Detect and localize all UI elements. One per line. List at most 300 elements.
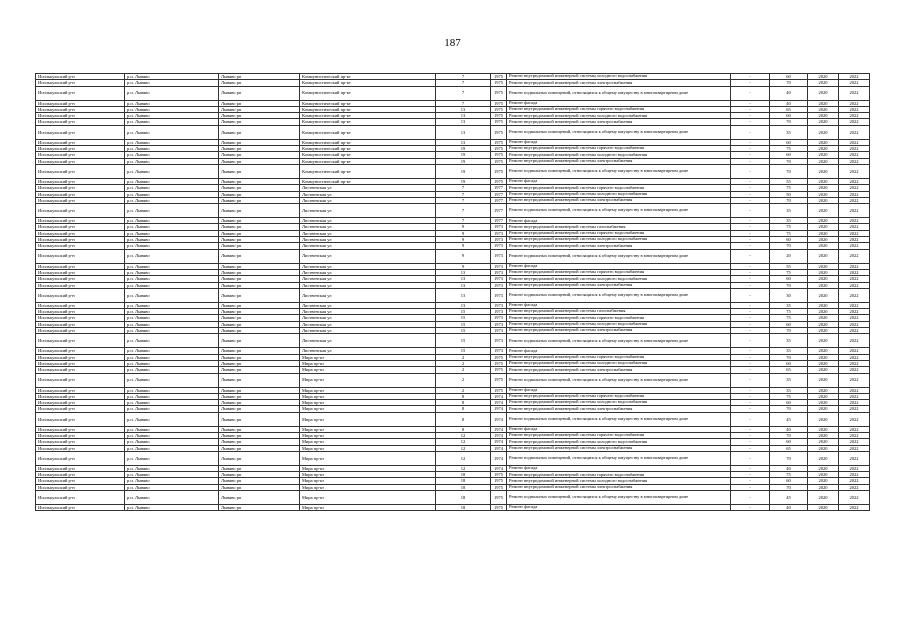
build-year-cell: 1973	[491, 243, 507, 249]
build-year-cell: 1974	[491, 451, 507, 465]
district-cell: Исилькульский р-н	[36, 445, 125, 451]
district-cell: Исилькульский р-н	[36, 106, 125, 112]
dash-cell: -	[731, 406, 770, 412]
table-row	[36, 505, 870, 511]
locality-cell: Лывяво рп	[219, 80, 300, 86]
start-year-cell: 2020	[808, 178, 839, 184]
street-cell: Мира пр-кт	[300, 393, 436, 399]
house-number-cell: 12	[436, 465, 491, 471]
locality-cell: Лывяво рп	[219, 491, 300, 505]
cost-cell: 75	[770, 185, 808, 191]
locality-cell: Лывяво рп	[219, 164, 300, 178]
house-number-cell: 7	[436, 218, 491, 224]
cost-cell: 60	[770, 237, 808, 243]
house-number-cell: 2	[436, 387, 491, 393]
start-year-cell: 2020	[808, 426, 839, 432]
start-year-cell: 2020	[808, 288, 839, 302]
settlement-cell: р.п. Лывяво	[125, 472, 219, 478]
cost-cell: 70	[770, 406, 808, 412]
dash-cell: -	[731, 146, 770, 152]
cost-cell: 40	[770, 426, 808, 432]
dash-cell: -	[731, 86, 770, 100]
start-year-cell: 2020	[808, 164, 839, 178]
dash-cell: -	[731, 315, 770, 321]
work-type-cell: Ремонт подвальных помещений, относящихся к общему имуществу в многоквартирном доме	[507, 204, 731, 218]
start-year-cell: 2020	[808, 269, 839, 275]
end-year-cell: 2022	[839, 472, 870, 478]
district-cell: Исилькульский р-н	[36, 249, 125, 263]
settlement-cell: р.п. Лывяво	[125, 400, 219, 406]
build-year-cell: 1973	[491, 282, 507, 288]
dash-cell: -	[731, 354, 770, 360]
cost-cell: 60	[770, 478, 808, 484]
dash-cell: -	[731, 288, 770, 302]
house-number-cell: 13	[436, 125, 491, 139]
district-cell: Исилькульский р-н	[36, 243, 125, 249]
end-year-cell: 2022	[839, 451, 870, 465]
end-year-cell: 2022	[839, 185, 870, 191]
house-number-cell: 9	[436, 263, 491, 269]
cost-cell: 70	[770, 158, 808, 164]
start-year-cell: 2020	[808, 465, 839, 471]
build-year-cell: 1973	[491, 230, 507, 236]
house-number-cell: 8	[436, 426, 491, 432]
locality-cell: Лывяво рп	[219, 367, 300, 373]
house-number-cell: 8	[436, 406, 491, 412]
dash-cell: -	[731, 218, 770, 224]
work-type-cell: Ремонт внутридомовой инженерной системы горячего водоснабжения	[507, 393, 731, 399]
settlement-cell: р.п. Лывяво	[125, 80, 219, 86]
end-year-cell: 2022	[839, 354, 870, 360]
settlement-cell: р.п. Лывяво	[125, 412, 219, 426]
end-year-cell: 2022	[839, 426, 870, 432]
house-number-cell: 7	[436, 74, 491, 80]
work-type-cell: Ремонт фасада	[507, 465, 731, 471]
house-number-cell: 18	[436, 484, 491, 490]
district-cell: Исилькульский р-н	[36, 288, 125, 302]
build-year-cell: 1973	[491, 288, 507, 302]
start-year-cell: 2020	[808, 185, 839, 191]
district-cell: Исилькульский р-н	[36, 86, 125, 100]
end-year-cell: 2022	[839, 484, 870, 490]
work-type-cell: Ремонт внутридомовой инженерной системы электроснабжения	[507, 80, 731, 86]
settlement-cell: р.п. Лывяво	[125, 367, 219, 373]
start-year-cell: 2020	[808, 249, 839, 263]
build-year-cell: 1974	[491, 400, 507, 406]
cost-cell: 35	[770, 204, 808, 218]
start-year-cell: 2020	[808, 204, 839, 218]
district-cell: Исилькульский р-н	[36, 125, 125, 139]
build-year-cell: 1973	[491, 309, 507, 315]
settlement-cell: р.п. Лывяво	[125, 243, 219, 249]
locality-cell: Лывяво рп	[219, 204, 300, 218]
street-cell: Лиственская ул	[300, 218, 436, 224]
build-year-cell: 1975	[491, 491, 507, 505]
locality-cell: Лывяво рп	[219, 197, 300, 203]
work-type-cell: Ремонт фасада	[507, 178, 731, 184]
settlement-cell: р.п. Лывяво	[125, 152, 219, 158]
house-number-cell: 19	[436, 158, 491, 164]
locality-cell: Лывяво рп	[219, 74, 300, 80]
street-cell: Мира пр-кт	[300, 478, 436, 484]
locality-cell: Лывяво рп	[219, 100, 300, 106]
locality-cell: Лывяво рп	[219, 243, 300, 249]
settlement-cell: р.п. Лывяво	[125, 164, 219, 178]
locality-cell: Лывяво рп	[219, 432, 300, 438]
cost-cell: 60	[770, 152, 808, 158]
settlement-cell: р.п. Лывяво	[125, 224, 219, 230]
start-year-cell: 2020	[808, 406, 839, 412]
end-year-cell: 2022	[839, 302, 870, 308]
dash-cell: -	[731, 158, 770, 164]
street-cell: Лиственская ул	[300, 230, 436, 236]
house-number-cell: 15	[436, 321, 491, 327]
dash-cell: -	[731, 269, 770, 275]
table-row	[36, 451, 870, 465]
dash-cell: -	[731, 367, 770, 373]
build-year-cell: 1975	[491, 158, 507, 164]
district-cell: Исилькульский р-н	[36, 478, 125, 484]
work-type-cell: Ремонт внутридомовой инженерной системы холодного водоснабжения	[507, 152, 731, 158]
dash-cell: -	[731, 484, 770, 490]
work-type-cell: Ремонт внутридомовой инженерной системы горячего водоснабжения	[507, 146, 731, 152]
start-year-cell: 2020	[808, 282, 839, 288]
work-type-cell: Ремонт внутридомовой инженерной системы электроснабжения	[507, 282, 731, 288]
district-cell: Исилькульский р-н	[36, 451, 125, 465]
cost-cell: 60	[770, 113, 808, 119]
build-year-cell: 1973	[491, 224, 507, 230]
build-year-cell: 1977	[491, 218, 507, 224]
build-year-cell: 1973	[491, 348, 507, 354]
locality-cell: Лывяво рп	[219, 400, 300, 406]
build-year-cell: 1974	[491, 445, 507, 451]
dash-cell: -	[731, 191, 770, 197]
start-year-cell: 2020	[808, 302, 839, 308]
work-type-cell: Ремонт подвальных помещений, относящихся к общему имуществу в многоквартирном доме	[507, 451, 731, 465]
street-cell: Лиственская ул	[300, 334, 436, 348]
start-year-cell: 2020	[808, 393, 839, 399]
street-cell: Лиственская ул	[300, 191, 436, 197]
end-year-cell: 2022	[839, 224, 870, 230]
table-row	[36, 288, 870, 302]
build-year-cell: 1975	[491, 106, 507, 112]
street-cell: Коммунистический пр-кт	[300, 146, 436, 152]
dash-cell: -	[731, 197, 770, 203]
cost-cell: 55	[770, 263, 808, 269]
house-number-cell: 13	[436, 269, 491, 275]
start-year-cell: 2020	[808, 484, 839, 490]
table-row	[36, 125, 870, 139]
house-number-cell: 18	[436, 491, 491, 505]
work-type-cell: Ремонт внутридомовой инженерной системы электроснабжения	[507, 484, 731, 490]
settlement-cell: р.п. Лывяво	[125, 484, 219, 490]
cost-cell: 70	[770, 328, 808, 334]
end-year-cell: 2022	[839, 400, 870, 406]
dash-cell: -	[731, 373, 770, 387]
cost-cell: 60	[770, 276, 808, 282]
street-cell: Коммунистический пр-кт	[300, 100, 436, 106]
build-year-cell: 1975	[491, 74, 507, 80]
start-year-cell: 2020	[808, 263, 839, 269]
cost-cell: 35	[770, 218, 808, 224]
house-number-cell: 13	[436, 282, 491, 288]
settlement-cell: р.п. Лывяво	[125, 100, 219, 106]
locality-cell: Лывяво рп	[219, 152, 300, 158]
locality-cell: Лывяво рп	[219, 282, 300, 288]
settlement-cell: р.п. Лывяво	[125, 309, 219, 315]
end-year-cell: 2022	[839, 334, 870, 348]
dash-cell: -	[731, 276, 770, 282]
locality-cell: Лывяво рп	[219, 191, 300, 197]
dash-cell: -	[731, 400, 770, 406]
house-number-cell: 18	[436, 472, 491, 478]
end-year-cell: 2022	[839, 125, 870, 139]
settlement-cell: р.п. Лывяво	[125, 113, 219, 119]
work-type-cell: Ремонт внутридомовой инженерной системы горячего водоснабжения	[507, 230, 731, 236]
district-cell: Исилькульский р-н	[36, 269, 125, 275]
start-year-cell: 2020	[808, 439, 839, 445]
work-type-cell: Ремонт подвальных помещений, относящихся к общему имуществу в многоквартирном доме	[507, 164, 731, 178]
build-year-cell: 1973	[491, 302, 507, 308]
start-year-cell: 2020	[808, 373, 839, 387]
build-year-cell: 1973	[491, 263, 507, 269]
locality-cell: Лывяво рп	[219, 412, 300, 426]
locality-cell: Лывяво рп	[219, 139, 300, 145]
cost-cell: 35	[770, 302, 808, 308]
cost-cell: 40	[770, 505, 808, 511]
locality-cell: Лывяво рп	[219, 465, 300, 471]
build-year-cell: 1977	[491, 197, 507, 203]
district-cell: Исилькульский р-н	[36, 119, 125, 125]
street-cell: Лиственская ул	[300, 249, 436, 263]
work-type-cell: Ремонт внутридомовой инженерной системы холодного водоснабжения	[507, 276, 731, 282]
table-row	[36, 249, 870, 263]
house-number-cell: 7	[436, 197, 491, 203]
work-type-cell: Ремонт подвальных помещений, относящихся к общему имуществу в многоквартирном доме	[507, 373, 731, 387]
work-type-cell: Ремонт внутридомовой инженерной системы газоснабжения	[507, 224, 731, 230]
street-cell: Коммунистический пр-кт	[300, 164, 436, 178]
street-cell: Мира пр-кт	[300, 491, 436, 505]
dash-cell: -	[731, 185, 770, 191]
house-number-cell: 2	[436, 354, 491, 360]
street-cell: Мира пр-кт	[300, 354, 436, 360]
table-row	[36, 491, 870, 505]
locality-cell: Лывяво рп	[219, 393, 300, 399]
cost-cell: 75	[770, 472, 808, 478]
locality-cell: Лывяво рп	[219, 113, 300, 119]
dash-cell: -	[731, 230, 770, 236]
end-year-cell: 2022	[839, 230, 870, 236]
dash-cell: -	[731, 309, 770, 315]
district-cell: Исилькульский р-н	[36, 328, 125, 334]
build-year-cell: 1975	[491, 484, 507, 490]
settlement-cell: р.п. Лывяво	[125, 354, 219, 360]
end-year-cell: 2022	[839, 491, 870, 505]
dash-cell: -	[731, 74, 770, 80]
work-type-cell: Ремонт подвальных помещений, относящихся к общему имуществу в многоквартирном доме	[507, 249, 731, 263]
locality-cell: Лывяво рп	[219, 360, 300, 366]
end-year-cell: 2022	[839, 439, 870, 445]
street-cell: Лиственская ул	[300, 282, 436, 288]
end-year-cell: 2022	[839, 406, 870, 412]
street-cell: Лиственская ул	[300, 288, 436, 302]
start-year-cell: 2020	[808, 412, 839, 426]
work-type-cell: Ремонт внутридомовой инженерной системы горячего водоснабжения	[507, 185, 731, 191]
locality-cell: Лывяво рп	[219, 249, 300, 263]
end-year-cell: 2022	[839, 249, 870, 263]
build-year-cell: 1975	[491, 113, 507, 119]
district-cell: Исилькульский р-н	[36, 367, 125, 373]
settlement-cell: р.п. Лывяво	[125, 315, 219, 321]
end-year-cell: 2022	[839, 393, 870, 399]
dash-cell: -	[731, 426, 770, 432]
cost-cell: 75	[770, 393, 808, 399]
dash-cell: -	[731, 178, 770, 184]
end-year-cell: 2022	[839, 288, 870, 302]
cost-cell: 70	[770, 432, 808, 438]
dash-cell: -	[731, 249, 770, 263]
settlement-cell: р.п. Лывяво	[125, 334, 219, 348]
start-year-cell: 2020	[808, 472, 839, 478]
district-cell: Исилькульский р-н	[36, 204, 125, 218]
cost-cell: 40	[770, 86, 808, 100]
street-cell: Мира пр-кт	[300, 439, 436, 445]
end-year-cell: 2022	[839, 315, 870, 321]
work-type-cell: Ремонт внутридомовой инженерной системы электроснабжения	[507, 328, 731, 334]
work-type-cell: Ремонт внутридомовой инженерной системы холодного водоснабжения	[507, 113, 731, 119]
cost-cell: 70	[770, 484, 808, 490]
end-year-cell: 2022	[839, 360, 870, 366]
dash-cell: -	[731, 119, 770, 125]
table-row	[36, 373, 870, 387]
locality-cell: Лывяво рп	[219, 373, 300, 387]
district-cell: Исилькульский р-н	[36, 158, 125, 164]
settlement-cell: р.п. Лывяво	[125, 74, 219, 80]
start-year-cell: 2020	[808, 328, 839, 334]
cost-cell: 70	[770, 164, 808, 178]
locality-cell: Лывяво рп	[219, 439, 300, 445]
dash-cell: -	[731, 393, 770, 399]
build-year-cell: 1974	[491, 393, 507, 399]
start-year-cell: 2020	[808, 309, 839, 315]
start-year-cell: 2020	[808, 230, 839, 236]
build-year-cell: 1975	[491, 86, 507, 100]
street-cell: Мира пр-кт	[300, 400, 436, 406]
start-year-cell: 2020	[808, 432, 839, 438]
street-cell: Коммунистический пр-кт	[300, 74, 436, 80]
start-year-cell: 2020	[808, 334, 839, 348]
settlement-cell: р.п. Лывяво	[125, 276, 219, 282]
district-cell: Исилькульский р-н	[36, 406, 125, 412]
end-year-cell: 2022	[839, 218, 870, 224]
dash-cell: -	[731, 164, 770, 178]
work-type-cell: Ремонт внутридомовой инженерной системы горячего водоснабжения	[507, 315, 731, 321]
street-cell: Мира пр-кт	[300, 445, 436, 451]
build-year-cell: 1975	[491, 152, 507, 158]
street-cell: Мира пр-кт	[300, 412, 436, 426]
dash-cell: -	[731, 348, 770, 354]
end-year-cell: 2022	[839, 348, 870, 354]
build-year-cell: 1975	[491, 146, 507, 152]
build-year-cell: 1975	[491, 354, 507, 360]
district-cell: Исилькульский р-н	[36, 348, 125, 354]
district-cell: Исилькульский р-н	[36, 484, 125, 490]
work-type-cell: Ремонт внутридомовой инженерной системы газоснабжения	[507, 309, 731, 315]
locality-cell: Лывяво рп	[219, 309, 300, 315]
settlement-cell: р.п. Лывяво	[125, 86, 219, 100]
house-number-cell: 7	[436, 191, 491, 197]
cost-cell: 70	[770, 119, 808, 125]
district-cell: Исилькульский р-н	[36, 237, 125, 243]
cost-cell: 70	[770, 451, 808, 465]
dash-cell: -	[731, 139, 770, 145]
district-cell: Исилькульский р-н	[36, 432, 125, 438]
street-cell: Мира пр-кт	[300, 406, 436, 412]
repair-schedule-table	[35, 73, 870, 511]
dash-cell: -	[731, 478, 770, 484]
locality-cell: Лывяво рп	[219, 348, 300, 354]
cost-cell: 75	[770, 315, 808, 321]
build-year-cell: 1975	[491, 367, 507, 373]
end-year-cell: 2022	[839, 269, 870, 275]
house-number-cell: 13	[436, 302, 491, 308]
district-cell: Исилькульский р-н	[36, 400, 125, 406]
house-number-cell: 19	[436, 178, 491, 184]
work-type-cell: Ремонт фасада	[507, 302, 731, 308]
start-year-cell: 2020	[808, 106, 839, 112]
house-number-cell: 2	[436, 360, 491, 366]
street-cell: Мира пр-кт	[300, 373, 436, 387]
house-number-cell: 9	[436, 224, 491, 230]
end-year-cell: 2022	[839, 263, 870, 269]
cost-cell: 65	[770, 445, 808, 451]
build-year-cell: 1973	[491, 276, 507, 282]
street-cell: Лиственская ул	[300, 269, 436, 275]
end-year-cell: 2022	[839, 80, 870, 86]
district-cell: Исилькульский р-н	[36, 360, 125, 366]
dash-cell: -	[731, 237, 770, 243]
build-year-cell: 1975	[491, 125, 507, 139]
district-cell: Исилькульский р-н	[36, 100, 125, 106]
locality-cell: Лывяво рп	[219, 472, 300, 478]
settlement-cell: р.п. Лывяво	[125, 348, 219, 354]
street-cell: Мира пр-кт	[300, 505, 436, 511]
house-number-cell: 15	[436, 309, 491, 315]
locality-cell: Лывяво рп	[219, 484, 300, 490]
work-type-cell: Ремонт подвальных помещений, относящихся к общему имуществу в многоквартирном доме	[507, 491, 731, 505]
end-year-cell: 2022	[839, 321, 870, 327]
settlement-cell: р.п. Лывяво	[125, 178, 219, 184]
house-number-cell: 2	[436, 373, 491, 387]
dash-cell: -	[731, 321, 770, 327]
house-number-cell: 13	[436, 119, 491, 125]
dash-cell: -	[731, 113, 770, 119]
dash-cell: -	[731, 412, 770, 426]
start-year-cell: 2020	[808, 197, 839, 203]
work-type-cell: Ремонт внутридомовой инженерной системы горячего водоснабжения	[507, 432, 731, 438]
start-year-cell: 2020	[808, 354, 839, 360]
settlement-cell: р.п. Лывяво	[125, 139, 219, 145]
dash-cell: -	[731, 334, 770, 348]
start-year-cell: 2020	[808, 478, 839, 484]
dash-cell: -	[731, 152, 770, 158]
street-cell: Лиственская ул	[300, 185, 436, 191]
work-type-cell: Ремонт внутридомовой инженерной системы холодного водоснабжения	[507, 237, 731, 243]
district-cell: Исилькульский р-н	[36, 373, 125, 387]
street-cell: Лиственская ул	[300, 348, 436, 354]
settlement-cell: р.п. Лывяво	[125, 451, 219, 465]
street-cell: Коммунистический пр-кт	[300, 152, 436, 158]
